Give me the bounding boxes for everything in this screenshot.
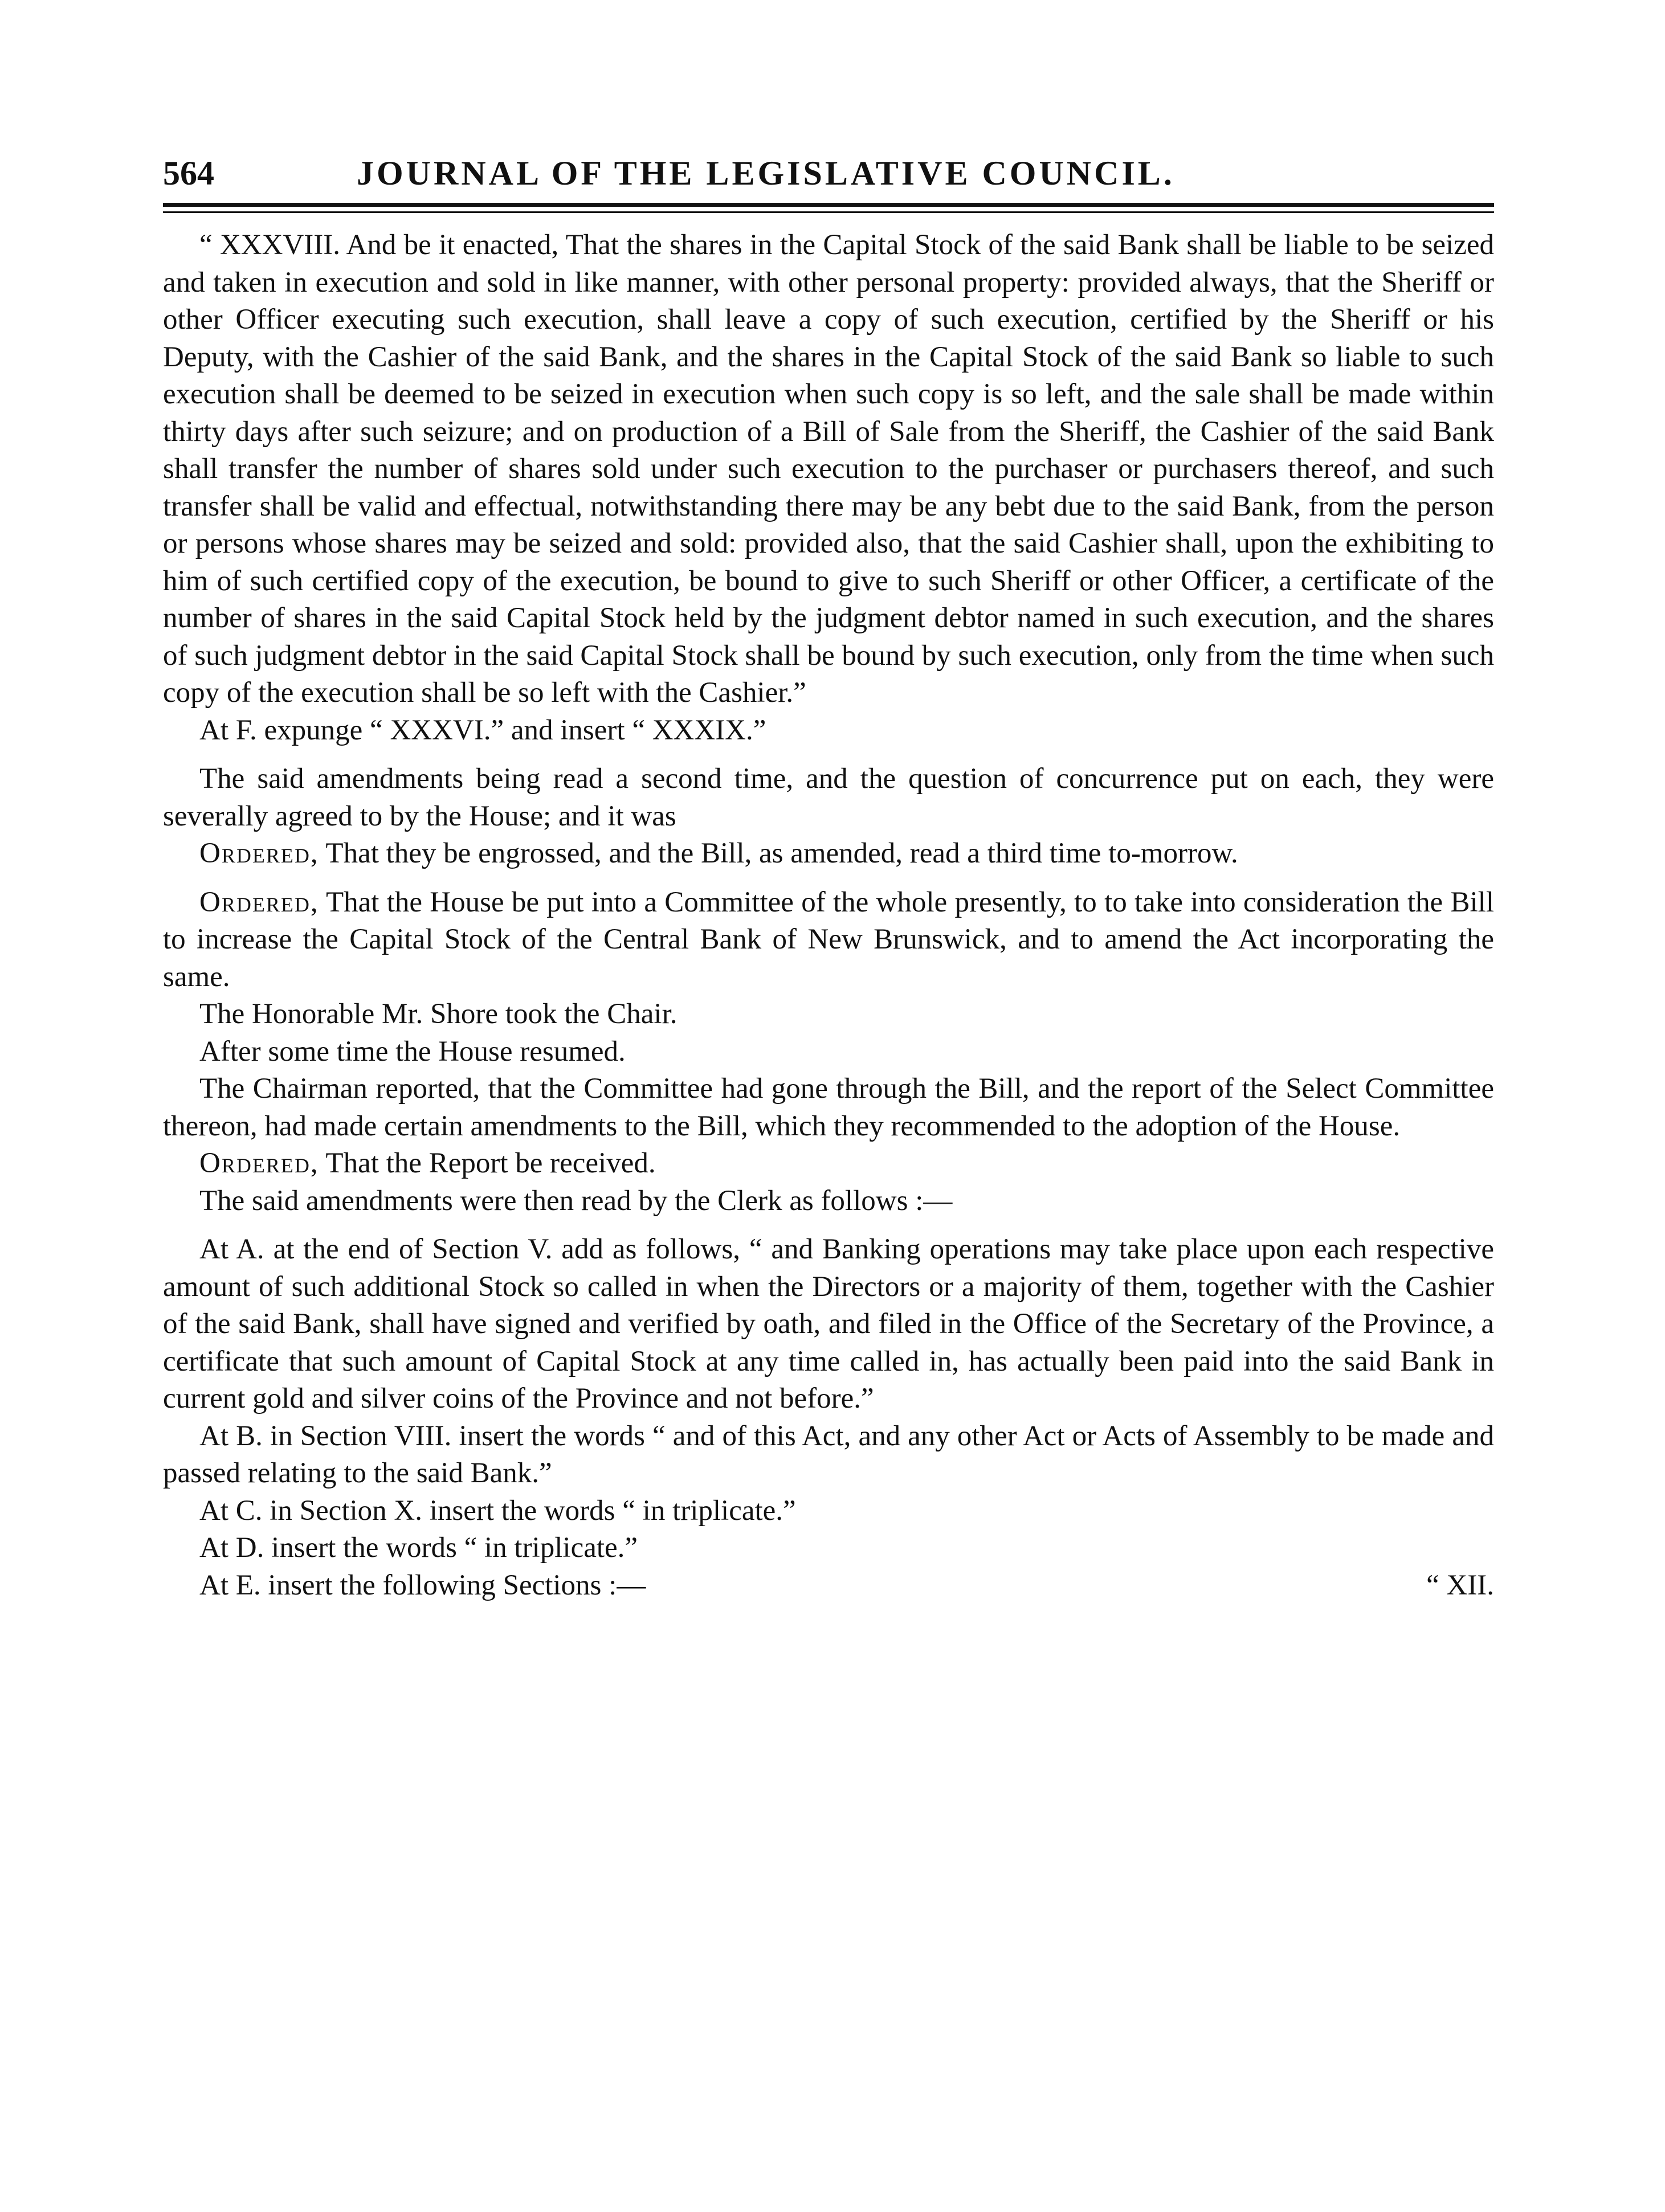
amendment-e-line: [163, 1567, 1494, 1605]
catchword: “ XII.: [1426, 1569, 1494, 1601]
body-text: [163, 227, 1494, 1604]
chairman-report-paragraph: The Chairman reported, that the Committee had gone through the Bill, and the report of the Select Committee thereon, had made certain amendments to the Bill, which they recommended to the adoption of the House.: [163, 1073, 1494, 1142]
amendment-b-paragraph: At B. in Section VIII. insert the words “ and of this Act, and any other Act or Acts of Assembly to be made and passed relating to the said Bank.”: [163, 1420, 1494, 1489]
amendment-e-text: At E. insert the following Sections :—: [199, 1569, 646, 1601]
ordered-text: That they be engrossed, and the Bill, as amended, read a third time to-morrow.: [319, 837, 1238, 869]
clerk-reading-paragraph: The said amendments were then read by the Clerk as follows :—: [199, 1184, 953, 1217]
ordered-text: That the House be put into a Committee of the whole presently, to to take into consideration the Bill to increase the Capital Stock of the Central Bank of New Brunswick, and to amend the Act incorporating the same.: [163, 886, 1494, 993]
ordered-committee-paragraph: [163, 884, 1494, 996]
header-rule-thin: [163, 211, 1494, 213]
page-number: 564: [163, 154, 214, 192]
ordered-label: Ordered,: [199, 886, 319, 918]
header-rule: [163, 203, 1494, 207]
amendment-c-paragraph: At C. in Section X. insert the words “ in triplicate.”: [199, 1494, 796, 1527]
amendment-f-paragraph: At F. expunge “ XXXVI.” and insert “ XXXIX.”: [199, 714, 766, 746]
amendment-a-paragraph: At A. at the end of Section V. add as follows, “ and Banking operations may take place upon each respective amount of such additional Stock so called in when the Directors or a majority of them, together with the Cashier of the said Bank, shall have signed and verified by oath, and filed in the Office of the Secretary of the Province, a certificate that such amount of Capital Stock at any time called in, has actually been paid into the said Bank in current gold and silver coins of the Province and not before.”: [163, 1233, 1494, 1414]
concurrence-paragraph: The said amendments being read a second time, and the question of concurrence put on each, they were severally agreed to by the House; and it was: [163, 763, 1494, 832]
chair-paragraph: The Honorable Mr. Shore took the Chair.: [199, 998, 678, 1030]
ordered-label: Ordered,: [199, 1147, 319, 1179]
ordered-label: Ordered,: [199, 837, 319, 869]
house-resumed-paragraph: After some time the House resumed.: [199, 1035, 626, 1068]
page-header: [163, 154, 1494, 196]
ordered-engrossed-paragraph: [163, 835, 1494, 873]
ordered-text: That the Report be received.: [319, 1147, 656, 1179]
ordered-report-paragraph: [163, 1145, 1494, 1183]
journal-page: [163, 154, 1494, 1604]
running-title: JOURNAL OF THE LEGISLATIVE COUNCIL.: [357, 154, 1175, 192]
section-xxxviii-paragraph: “ XXXVIII. And be it enacted, That the shares in the Capital Stock of the said Bank shall be liable to be seized and taken in execution and sold in like manner, with other personal property: provided always, that the Sheriff or other Officer executing such execution, shall leave a copy of such execution, certified by the Sheriff or his Deputy, with the Cashier of the said Bank, and the shares in the Capital Stock of the said Bank so liable to such execution shall be deemed to be seized in execution when such copy is so left, and the sale shall be made within thirty days after such seizure; and on production of a Bill of Sale from the Sheriff, the Cashier of the said Bank shall transfer the number of shares sold under such execution to the purchaser or purchasers thereof, and such transfer shall be valid and effectual, notwithstanding there may be any bebt due to the said Bank, from the person or persons whose shares may be seized and sold: provided also, that the said Cashier shall, upon the exhibiting to him of such certified copy of the execution, be bound to give to such Sheriff or other Officer, a certificate of the number of shares in the said Capital Stock held by the judgment debtor named in such execution, and the shares of such judgment debtor in the said Capital Stock shall be bound by such execution, only from the time when such copy of the execution shall be so left with the Cashier.”: [163, 229, 1494, 709]
amendment-d-paragraph: At D. insert the words “ in triplicate.”: [199, 1532, 638, 1564]
